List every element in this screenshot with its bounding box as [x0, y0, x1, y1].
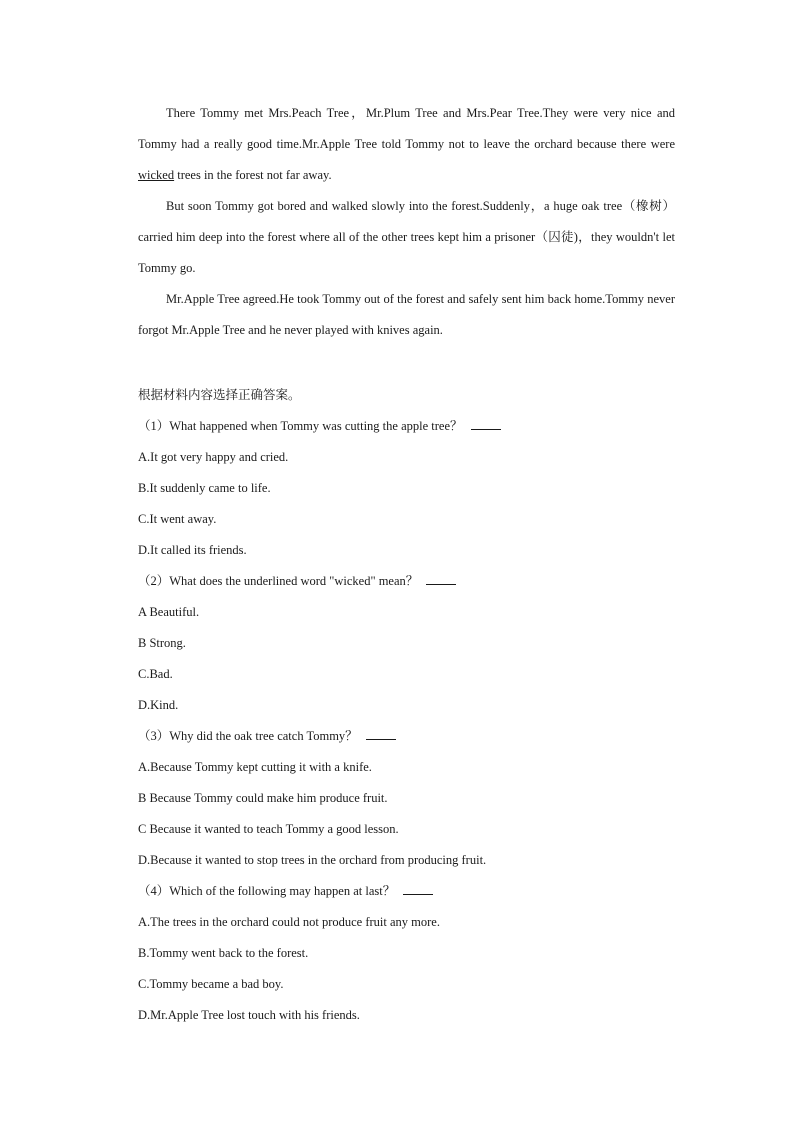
option-d: D.Mr.Apple Tree lost touch with his friends. — [138, 1008, 360, 1022]
option-c: C.Tommy became a bad boy. — [138, 977, 284, 991]
option-d: D.Because it wanted to stop trees in the orchard from producing fruit. — [138, 853, 487, 867]
option-b: B.Tommy went back to the forest. — [138, 946, 309, 960]
question-4-text: （4）Which of the following may happen at last？ — [138, 884, 396, 898]
question-stem — [138, 721, 675, 752]
question-stem — [138, 411, 675, 442]
question-4 — [138, 876, 675, 1031]
passage-paragraph-2: But soon Tommy got bored and walked slowly into the forest.Suddenly，a huge oak tree（橡树） carried him deep into the forest where all of the other trees kept him a prisoner（囚徒)，they wouldn't let Tommy go. — [138, 199, 675, 275]
answer-blank[interactable] — [403, 882, 433, 895]
option-c: C.It went away. — [138, 512, 217, 526]
option-a: A.Because Tommy kept cutting it with a knife. — [138, 760, 372, 774]
question-3 — [138, 721, 675, 876]
option-a: A.The trees in the orchard could not produce fruit any more. — [138, 915, 440, 929]
passage-paragraph-1 — [138, 98, 675, 191]
paragraph-1-text-after: trees in the forest not far away. — [174, 168, 332, 182]
underlined-word-wicked: wicked — [138, 168, 175, 182]
passage-paragraph-3: Mr.Apple Tree agreed.He took Tommy out of the forest and safely sent him back home.Tommy never forgot Mr.Apple Tree and he never played with knives again. — [138, 292, 675, 337]
question-stem — [138, 566, 675, 597]
option-c: C.Bad. — [138, 667, 173, 681]
option-b: B Strong. — [138, 636, 186, 650]
option-a: A.It got very happy and cried. — [138, 450, 289, 464]
option-b: B Because Tommy could make him produce fruit. — [138, 791, 388, 805]
option-d: D.It called its friends. — [138, 543, 247, 557]
question-2 — [138, 566, 675, 721]
answer-blank[interactable] — [366, 727, 396, 740]
option-d: D.Kind. — [138, 698, 179, 712]
option-c: C Because it wanted to teach Tommy a good lesson. — [138, 822, 399, 836]
question-3-text: （3）Why did the oak tree catch Tommy？ — [138, 729, 358, 743]
answer-blank[interactable] — [426, 572, 456, 585]
question-2-text: （2）What does the underlined word "wicked" mean？ — [138, 574, 419, 588]
question-1-text: （1）What happened when Tommy was cutting the apple tree？ — [138, 419, 463, 433]
question-stem — [138, 876, 675, 907]
document-page — [138, 98, 675, 1031]
question-1 — [138, 411, 675, 566]
paragraph-1-text-before: There Tommy met Mrs.Peach Tree，Mr.Plum Tree and Mrs.Pear Tree.They were very nice and Tommy had a really good time.Mr.Apple Tree told Tommy not to leave the orchard because there were — [138, 106, 675, 151]
option-b: B.It suddenly came to life. — [138, 481, 271, 495]
option-a: A Beautiful. — [138, 605, 200, 619]
answer-blank[interactable] — [471, 417, 501, 430]
question-instruction: 根据材料内容选择正确答案。 — [138, 388, 301, 402]
